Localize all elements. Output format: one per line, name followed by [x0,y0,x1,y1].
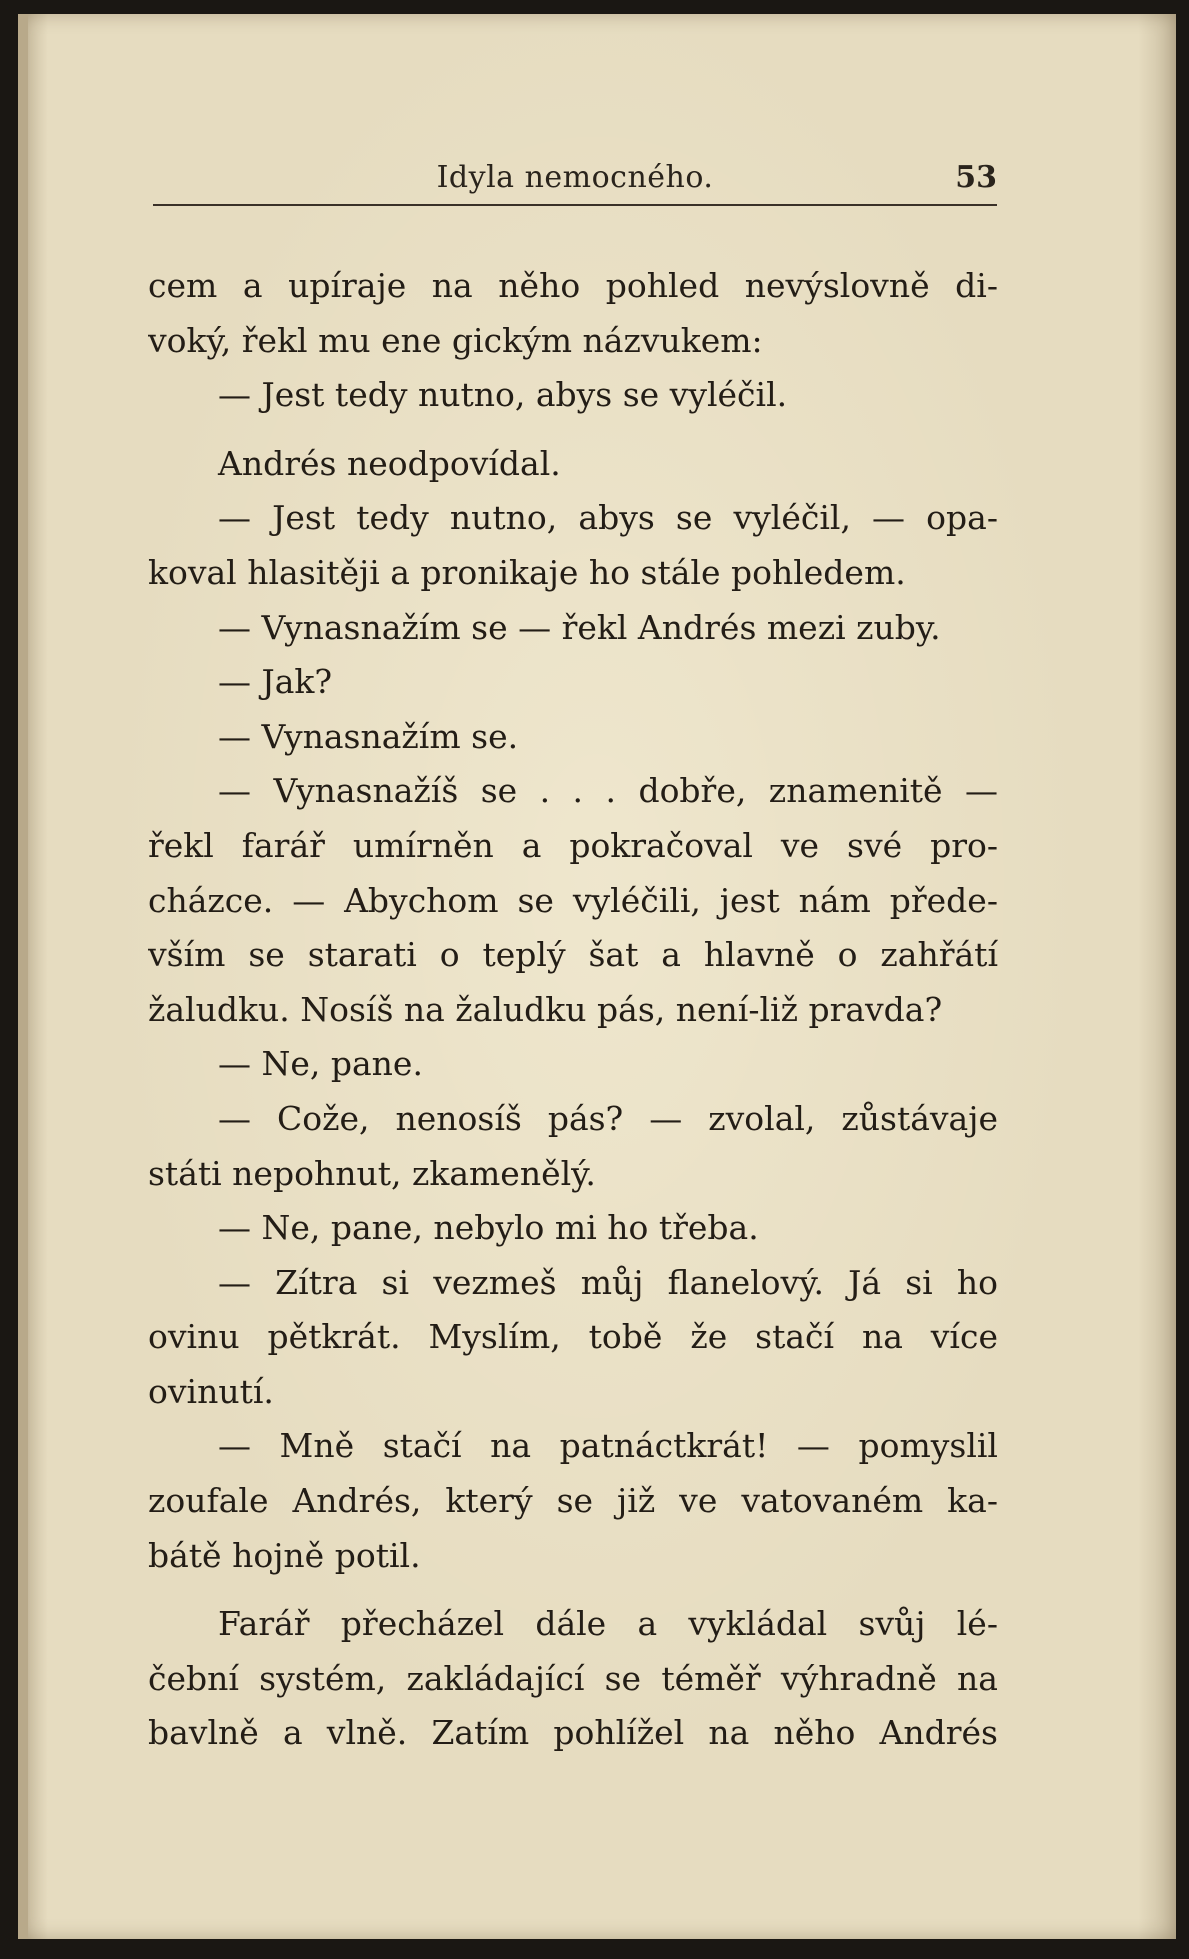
body-text [148,259,998,1761]
page-spine-edge [18,14,28,1939]
text-line: žaludku. Nosíš na žaludku pás, není-liž pravda? [148,989,943,1029]
text-line: čební systém, zakládající se téměř výhradně na [148,1658,998,1698]
text-line: ovinu pětkrát. Myslím, tobě že stačí na více [148,1317,998,1357]
text-line: bátě hojně potil. [148,1535,421,1575]
text-line: — Jest tedy nutno, abys se vyléčil. [218,375,788,415]
running-title: Idyla nemocného. [436,160,714,195]
text-line: — Ne, pane, nebylo mi ho třeba. [218,1208,759,1248]
text-line: — Ne, pane. [218,1044,423,1084]
text-line: — Jest tedy nutno, abys se vyléčil, — opa- [218,498,998,538]
book-page [18,14,1176,1939]
text-line: cem a upíraje na něho pohled nevýslovně di- [148,266,998,305]
paragraph-gap [148,423,998,437]
running-header [153,160,997,206]
text-line: ovinutí. [148,1371,274,1411]
paragraph-gap [148,1583,998,1597]
text-line: — Vynasnažím se. [218,716,519,756]
text-line: — Mně stačí na patnáctkrát! — pomyslil [218,1426,998,1466]
text-line: Andrés neodpovídal. [218,443,561,483]
text-line: státi nepohnut, zkamenělý. [148,1153,596,1193]
page-number: 53 [955,160,997,195]
text-line: řekl farář umírněn a pokračoval ve své pro- [148,825,998,865]
text-line: — Zítra si vezmeš můj flanelový. Já si ho [218,1262,998,1302]
text-line: cházce. — Abychom se vyléčili, jest nám přede- [148,880,998,920]
text-line: Farář přecházel dále a vykládal svůj lé- [218,1604,998,1644]
text-line: koval hlasitěji a pronikaje ho stále pohledem. [148,552,906,592]
text-line: — Cože, nenosíš pás? — zvolal, zůstávaje [218,1098,998,1138]
text-line: — Jak? [218,662,333,702]
text-line: vším se starati o teplý šat a hlavně o zahřátí [148,935,998,975]
text-line: — Vynasnažím se — řekl Andrés mezi zuby. [218,607,941,647]
text-line: — Vynasnažíš se . . . dobře, znamenitě — [218,771,998,811]
text-line: bavlně a vlně. Zatím pohlížel na něho Andrés [148,1713,998,1753]
text-line: voký, řekl mu ene gickým názvukem: [148,320,763,360]
text-line: zoufale Andrés, který se již ve vatovaném ka- [148,1481,998,1521]
